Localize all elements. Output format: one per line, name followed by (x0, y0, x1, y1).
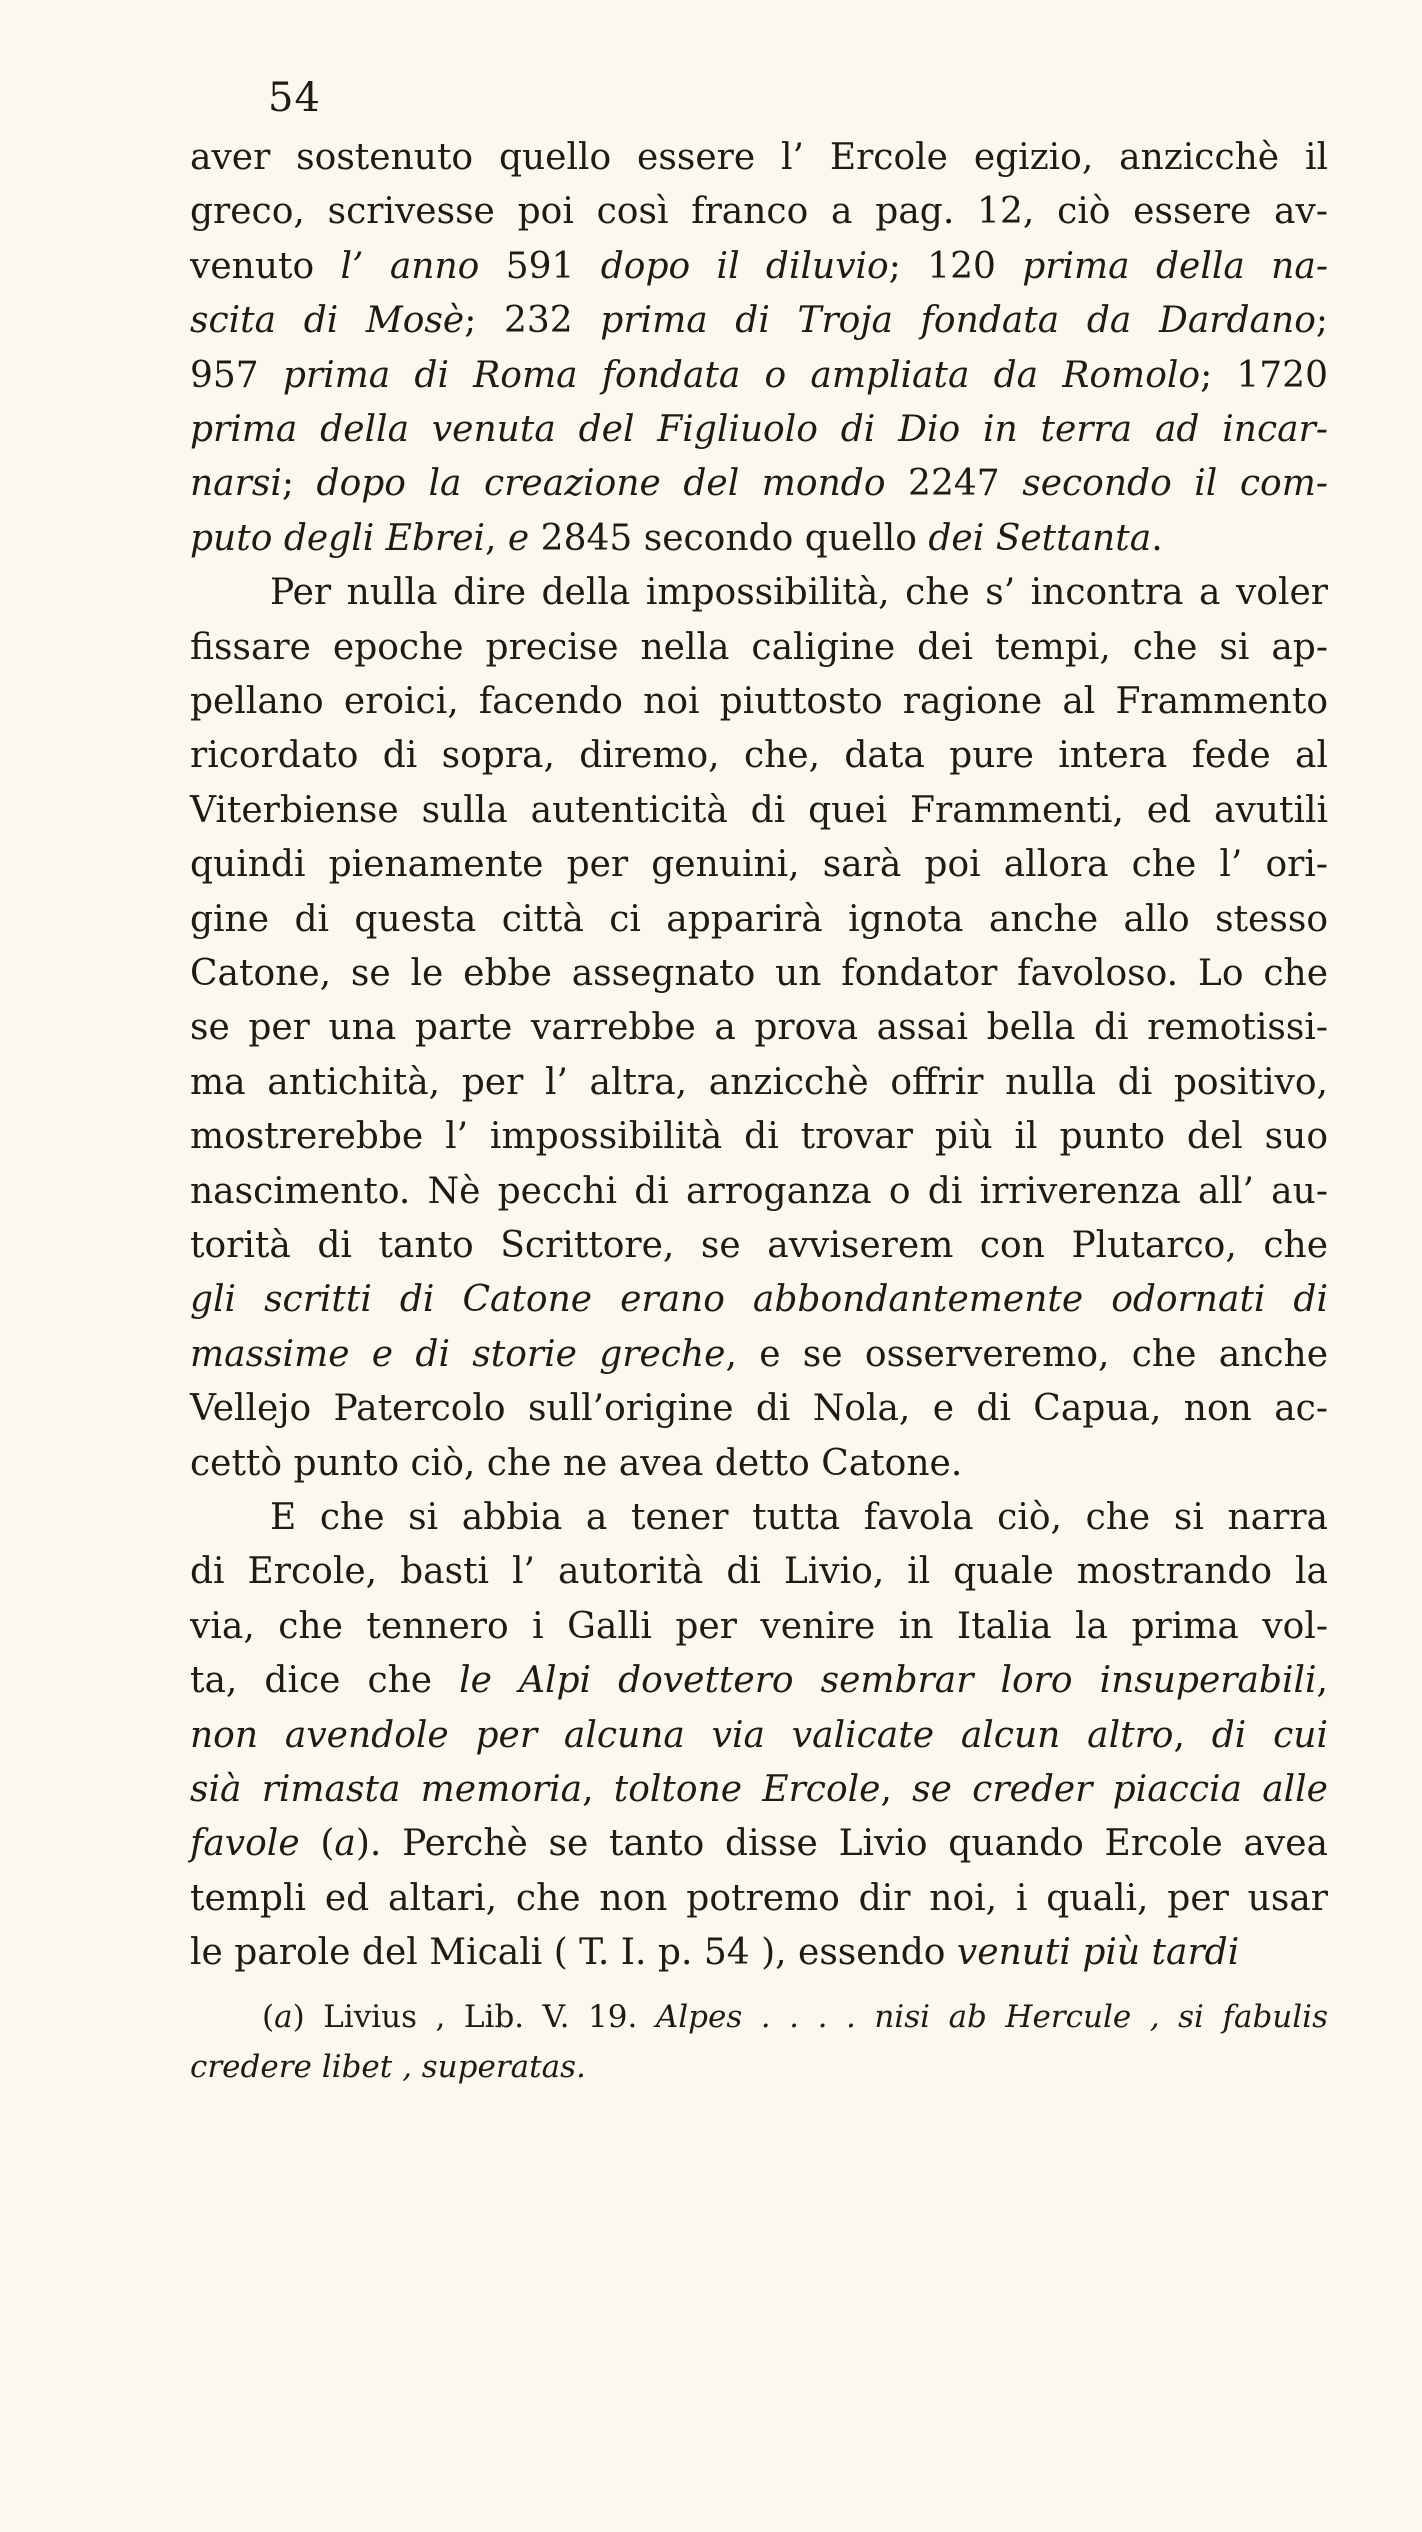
text-line (190, 191, 1328, 232)
text-run: cettò punto ciò, che ne avea detto Catone. (190, 1443, 963, 1484)
italic-text: di cui (1211, 1715, 1328, 1756)
text-line (190, 1769, 1328, 1810)
text-line (190, 1171, 1328, 1212)
text-run: 2845 secondo quello (529, 518, 929, 559)
italic-text: le Alpi dovettero sembrar loro insuperabili (459, 1660, 1317, 1701)
text-run: ). Perchè se tanto disse Livio quando Ercole avea (355, 1823, 1328, 1864)
text-run: nascimento. Nè pecchi di arroganza o di irriverenza all’ au- (190, 1171, 1328, 1212)
text-run: torità di tanto Scrittore, se avviserem con Plutarco, che (190, 1225, 1328, 1266)
text-line (190, 1606, 1328, 1647)
text-line (190, 681, 1328, 722)
italic-text: prima della na- (1022, 246, 1328, 287)
text-run: Vellejo Patercolo sull’origine di Nola, e di Capua, non ac- (190, 1388, 1328, 1429)
italic-text: massime e di storie greche (190, 1334, 726, 1375)
text-line (190, 1443, 1020, 1484)
text-run: templi ed altari, che non potremo dir noi, i quali, per usar (190, 1878, 1328, 1919)
italic-text: puto degli Ebrei (190, 518, 486, 559)
text-run: ; 232 (464, 300, 601, 341)
text-run: ta, dice che (190, 1660, 460, 1701)
italic-text: scita di Mosè (190, 300, 465, 341)
text-run: ma antichità, per l’ altra, anzicchè offrir nulla di positivo, (190, 1062, 1328, 1103)
text-run: ; 120 (888, 246, 1023, 287)
text-run: , (1173, 1715, 1212, 1756)
italic-text: l’ anno (340, 246, 480, 287)
text-run: quindi pienamente per genuini, sarà poi allora che l’ ori- (190, 844, 1328, 885)
italic-text: e (507, 518, 530, 559)
text-run: Per nulla dire della impossibilità, che s’ incontra a voler (270, 572, 1328, 613)
text-run: greco, scrivesse poi così franco a pag. 12, ciò essere av- (190, 191, 1328, 232)
text-run: venuto (190, 246, 341, 287)
italic-text: gli scritti di Catone erano abbondantemente odornati di (190, 1279, 1328, 1320)
text-run: , (1316, 1660, 1328, 1701)
text-line (190, 1660, 1328, 1701)
text-run: le parole del Micali ( T. I. p. 54 ), essendo (190, 1932, 957, 1973)
text-run: se per una parte varrebbe a prova assai bella di remotissi- (190, 1007, 1328, 1048)
text-line (190, 1062, 1328, 1103)
text-line (190, 1334, 1329, 1375)
text-line (190, 627, 1328, 668)
text-line (270, 572, 1328, 613)
text-line (190, 137, 1328, 178)
text-line (190, 1823, 1328, 1864)
text-line (190, 1116, 1328, 1157)
text-run: 591 (479, 246, 601, 287)
text-line (190, 1007, 1328, 1048)
page-number: 54 (268, 75, 321, 121)
text-line (190, 1225, 1328, 1266)
text-line (190, 355, 1328, 396)
text-line (190, 844, 1328, 885)
italic-text: Alpes . . . . nisi ab Hercule , si fabulis (655, 1999, 1328, 2035)
italic-text: secondo il com- (1022, 463, 1328, 504)
text-line (190, 463, 1328, 504)
text-line (270, 1497, 1328, 1538)
text-line (190, 1388, 1328, 1429)
text-line (190, 790, 1328, 831)
italic-text: a (334, 1823, 356, 1864)
text-run: , (880, 1769, 913, 1810)
text-run: , (485, 518, 508, 559)
text-run: gine di questa città ci apparirà ignota anche allo stesso (190, 899, 1328, 940)
italic-text: prima della venuta del Figliuolo di Dio in terra ad incar- (190, 409, 1328, 450)
text-run: ; 1720 (1200, 355, 1328, 396)
text-line (190, 1279, 1328, 1320)
text-run: fissare epoche precise nella caligine dei tempi, che si ap- (190, 627, 1328, 668)
text-run: ; (281, 463, 317, 504)
italic-text: credere libet , superatas. (190, 2049, 586, 2085)
text-run: E che si abbia a tener tutta favola ciò, che si narra (270, 1497, 1328, 1538)
italic-text: se creder piaccia alle (912, 1769, 1328, 1810)
text-line (190, 1932, 1328, 1973)
text-line (190, 246, 1328, 287)
footnote-line (190, 2049, 586, 2085)
text-run: , (582, 1769, 614, 1810)
text-line (190, 1551, 1328, 1592)
italic-text: narsi (190, 463, 282, 504)
text-run: mostrerebbe l’ impossibilità di trovar più il punto del suo (190, 1116, 1328, 1157)
text-run: di Ercole, basti l’ autorità di Livio, il quale mostrando la (190, 1551, 1328, 1592)
italic-text: venuti più tardi (956, 1932, 1240, 1973)
italic-text: dopo la creazione del mondo (316, 463, 886, 504)
text-line (190, 735, 1328, 776)
text-line (190, 300, 1329, 341)
italic-text: non avendole per alcuna via valicate alcun altro (190, 1715, 1174, 1756)
text-run: via, che tennero i Galli per venire in Italia la prima vol- (190, 1606, 1328, 1647)
italic-text: dopo il diluvio (600, 246, 889, 287)
text-run: , e se osserveremo, che anche (725, 1334, 1329, 1375)
text-run: ricordato di sopra, diremo, che, data pure intera fede al (190, 735, 1328, 776)
italic-text: a (274, 1999, 293, 2035)
text-line (190, 1715, 1328, 1756)
italic-text: sià rimasta memoria (190, 1769, 583, 1810)
footnote-line (262, 1999, 1328, 2035)
text-run: aver sostenuto quello essere l’ Ercole egizio, anzicchè il (190, 137, 1328, 178)
text-run: ( (262, 1999, 275, 2035)
text-run: pellano eroici, facendo noi piuttosto ragione al Frammento (190, 681, 1328, 722)
italic-text: prima di Roma fondata o ampliata da Romolo (282, 355, 1201, 396)
text-run: . (1151, 518, 1163, 559)
italic-text: toltone Ercole (613, 1769, 881, 1810)
text-line (190, 409, 1328, 450)
text-run: ) Livius , Lib. V. 19. (292, 1999, 656, 2035)
text-run: Catone, se le ebbe assegnato un fondator favoloso. Lo che (190, 953, 1328, 994)
text-run: ( (299, 1823, 335, 1864)
text-run: 2247 (885, 463, 1023, 504)
text-line (190, 1878, 1328, 1919)
text-run: 957 (190, 355, 283, 396)
text-line (190, 518, 1255, 559)
italic-text: dei Settanta (928, 518, 1152, 559)
text-line (190, 953, 1328, 994)
text-run: Viterbiense sulla autenticità di quei Frammenti, ed avutili (190, 790, 1328, 831)
text-line (190, 899, 1328, 940)
text-run: ; (1315, 300, 1329, 341)
italic-text: prima di Troja fondata da Dardano (600, 300, 1316, 341)
italic-text: favole (190, 1823, 300, 1864)
